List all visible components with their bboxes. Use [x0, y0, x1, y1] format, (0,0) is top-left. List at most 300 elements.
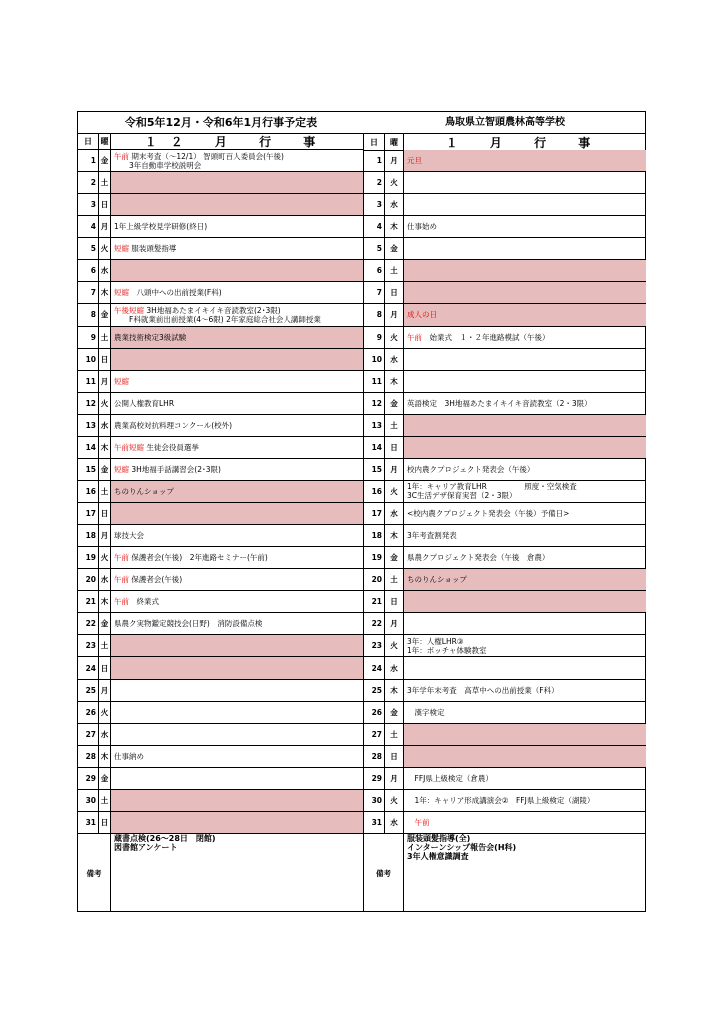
event-text [407, 637, 487, 655]
event-line [114, 465, 221, 474]
day-row [78, 194, 363, 216]
event-cell [404, 150, 646, 171]
weekday: 火 [99, 393, 111, 414]
day-number: 30 [78, 790, 99, 811]
day-number: 16 [78, 481, 99, 502]
event-text [114, 222, 207, 231]
event-segment: 3年自動車学校説明会 [114, 160, 202, 170]
event-cell [111, 503, 363, 524]
weekday: 金 [99, 613, 111, 634]
event-cell [111, 238, 363, 259]
event-line [114, 597, 159, 606]
event-cell [404, 238, 646, 259]
weekday: 土 [99, 327, 111, 348]
day-number: 2 [364, 172, 385, 193]
event-text [407, 575, 467, 584]
event-line [407, 491, 577, 500]
day-row [364, 702, 646, 724]
event-segment: 生徒会役員選挙 [144, 442, 199, 452]
event-cell [111, 591, 363, 612]
page-title: 令和5年12月・令和6年1月行事予定表 [124, 116, 318, 129]
day-row [78, 812, 363, 834]
event-segment: 3H地福あたまイキイキ音読教室(2･3限) [144, 305, 281, 315]
day-number: 20 [78, 569, 99, 590]
event-text [114, 244, 176, 253]
event-line [114, 443, 199, 452]
day-row [364, 790, 646, 812]
event-segment: 球技大会 [114, 531, 144, 541]
day-number: 27 [364, 724, 385, 745]
school-name: 鳥取県立智頭農林高等学校 [445, 117, 565, 128]
notes-label: 備考 [78, 834, 111, 912]
note-line: 図書館アンケート [114, 843, 178, 852]
event-cell [404, 547, 646, 568]
event-text [114, 752, 144, 761]
day-number: 14 [364, 437, 385, 458]
weekday: 土 [99, 790, 111, 811]
event-cell [404, 680, 646, 701]
weekday: 月 [99, 525, 111, 546]
event-cell [111, 569, 363, 590]
day-number: 30 [364, 790, 385, 811]
day-number: 16 [364, 481, 385, 502]
day-row [364, 569, 646, 591]
event-tag: 午前 [114, 597, 129, 607]
event-text [407, 399, 592, 408]
notes-text [407, 834, 644, 861]
event-cell [404, 613, 646, 634]
weekday: 日 [99, 812, 111, 833]
event-text [407, 333, 550, 342]
schedule-sheet [77, 111, 646, 912]
day-row [364, 172, 646, 194]
event-cell [111, 790, 363, 811]
event-line [114, 333, 186, 342]
weekday: 月 [99, 680, 111, 701]
note-line: 蔵書点検(26～28日 閉館) [114, 834, 216, 843]
weekday: 木 [385, 371, 404, 392]
event-text [407, 482, 577, 500]
weekday: 木 [99, 437, 111, 458]
day-row [78, 282, 363, 304]
event-text [114, 531, 144, 540]
event-line [407, 686, 559, 695]
day-row [364, 657, 646, 679]
day-number: 24 [78, 657, 99, 678]
weekday: 日 [99, 194, 111, 215]
day-number: 20 [364, 569, 385, 590]
col-day-label: 日 [364, 134, 385, 150]
event-cell [111, 260, 363, 281]
event-tag: 元旦 [407, 156, 422, 166]
title-bar [78, 112, 645, 134]
event-cell [111, 812, 363, 833]
december-notes [78, 834, 364, 912]
event-cell [404, 746, 646, 767]
day-row [78, 702, 363, 724]
weekday: 金 [385, 393, 404, 414]
event-segment: 英語検定 3H地福あたまイキイキ音読教室（2・3限） [407, 398, 592, 408]
day-row [78, 724, 363, 746]
day-row [78, 569, 363, 591]
event-line [114, 619, 262, 628]
day-number: 9 [78, 327, 99, 348]
event-segment: 1年上級学校見学研修(終日) [114, 222, 208, 232]
event-cell [404, 194, 646, 215]
weekday: 水 [385, 194, 404, 215]
col-weekday-label: 曜 [385, 134, 404, 150]
event-text [114, 597, 159, 606]
event-cell [404, 812, 646, 833]
weekday: 月 [385, 150, 404, 171]
event-line [407, 465, 534, 474]
day-row [78, 680, 363, 702]
notes-text [114, 834, 361, 852]
day-row [364, 304, 646, 326]
day-number: 4 [364, 216, 385, 237]
day-row [78, 613, 363, 635]
weekday: 月 [99, 216, 111, 237]
weekday: 火 [99, 238, 111, 259]
day-row [364, 459, 646, 481]
day-row [364, 150, 646, 172]
weekday: 火 [99, 702, 111, 723]
event-segment: 1年：キャリア形成講演会② FFJ県上級検定（湖陵） [407, 795, 595, 805]
event-cell [111, 547, 363, 568]
weekday: 金 [385, 547, 404, 568]
event-cell [111, 746, 363, 767]
event-cell [111, 393, 363, 414]
event-line [407, 553, 549, 562]
weekday: 木 [99, 591, 111, 612]
day-number: 29 [78, 768, 99, 789]
january-notes [364, 834, 646, 912]
event-tag: 午前 [114, 151, 129, 161]
weekday: 火 [99, 547, 111, 568]
event-line [114, 752, 144, 761]
day-row [78, 371, 363, 393]
event-line [407, 575, 467, 584]
day-row [364, 746, 646, 768]
weekday: 木 [385, 680, 404, 701]
day-number: 6 [78, 260, 99, 281]
event-cell [404, 172, 646, 193]
event-segment: 漢字検定 [407, 707, 445, 717]
day-number: 26 [78, 702, 99, 723]
day-row [78, 790, 363, 812]
weekday: 月 [385, 768, 404, 789]
event-text [407, 310, 437, 319]
event-tag: 短縮 [114, 288, 129, 298]
event-segment: 3C生活デザ保育実習（2・3限） [407, 491, 517, 501]
event-tag: 短縮 [114, 376, 129, 386]
event-cell [111, 724, 363, 745]
event-line [114, 531, 144, 540]
event-cell [404, 525, 646, 546]
event-cell [111, 282, 363, 303]
weekday: 木 [99, 746, 111, 767]
event-segment: 校内農クプロジェクト発表会（午後） [407, 464, 535, 474]
event-cell [404, 282, 646, 303]
day-row [364, 680, 646, 702]
weekday: 日 [385, 437, 404, 458]
weekday: 水 [99, 260, 111, 281]
day-number: 22 [78, 613, 99, 634]
event-cell [111, 437, 363, 458]
weekday: 日 [385, 746, 404, 767]
day-row [78, 327, 363, 349]
event-cell [111, 680, 363, 701]
event-line [407, 646, 487, 655]
event-text [407, 465, 534, 474]
event-segment: 県農ク実物鑑定競技会(日野) 消防設備点検 [114, 619, 263, 629]
event-cell [111, 150, 363, 171]
event-cell [111, 657, 363, 678]
event-cell [111, 481, 363, 502]
weekday: 木 [385, 525, 404, 546]
weekday: 水 [385, 812, 404, 833]
day-number: 12 [78, 393, 99, 414]
event-segment: 保護者会(午後) 2年進路セミナー(午前) [129, 553, 268, 563]
day-row [364, 481, 646, 503]
event-text [114, 288, 222, 297]
event-text [407, 222, 437, 231]
event-text [407, 686, 559, 695]
weekday: 火 [385, 327, 404, 348]
day-number: 14 [78, 437, 99, 458]
day-row [78, 591, 363, 613]
day-number: 10 [78, 349, 99, 370]
event-segment: 服装頭髪指導 [129, 244, 177, 254]
event-cell [111, 371, 363, 392]
day-row [364, 371, 646, 393]
december-heading: １２ 月 行 事 [144, 135, 330, 149]
event-segment: ちのりんショップ [407, 575, 467, 585]
day-row [78, 768, 363, 790]
weekday: 火 [385, 172, 404, 193]
weekday: 水 [99, 569, 111, 590]
day-number: 15 [364, 459, 385, 480]
event-line [407, 774, 493, 783]
day-number: 31 [364, 812, 385, 833]
day-number: 4 [78, 216, 99, 237]
day-number: 8 [364, 304, 385, 325]
event-cell [111, 459, 363, 480]
day-row [78, 746, 363, 768]
day-row [78, 393, 363, 415]
weekday: 木 [99, 282, 111, 303]
day-row [78, 503, 363, 525]
event-segment: 八頭中への出前授業(F科) [129, 288, 222, 298]
event-segment: <校内農クプロジェクト発表会（午後）予備日> [407, 509, 570, 519]
event-cell [111, 415, 363, 436]
event-cell [111, 304, 363, 325]
event-text [407, 156, 422, 165]
event-text [407, 708, 445, 717]
event-cell [404, 459, 646, 480]
day-number: 18 [364, 525, 385, 546]
event-cell [404, 327, 646, 348]
event-segment: 3H地福手話講習会(2･3限) [129, 464, 221, 474]
event-cell [111, 172, 363, 193]
day-row [364, 238, 646, 260]
day-row [364, 812, 646, 834]
day-number: 3 [364, 194, 385, 215]
event-line [407, 310, 437, 319]
day-row [364, 768, 646, 790]
event-text [407, 818, 430, 827]
event-cell [404, 349, 646, 370]
event-cell [404, 216, 646, 237]
weekday: 木 [385, 216, 404, 237]
weekday: 土 [99, 172, 111, 193]
event-line [114, 421, 232, 430]
weekday: 月 [99, 371, 111, 392]
day-row [78, 657, 363, 679]
day-number: 27 [78, 724, 99, 745]
day-row [364, 349, 646, 371]
event-tag: 成人の日 [407, 310, 437, 320]
event-line [407, 796, 594, 805]
december-column [78, 150, 364, 834]
day-row [78, 238, 363, 260]
weekday: 火 [385, 635, 404, 656]
event-line [114, 315, 321, 324]
event-cell [404, 768, 646, 789]
event-line [407, 637, 487, 646]
day-row [364, 591, 646, 613]
event-tag: 短縮 [114, 464, 129, 474]
day-row [78, 172, 363, 194]
day-number: 22 [364, 613, 385, 634]
col-weekday-label: 曜 [99, 134, 111, 149]
january-heading: １ 月 行 事 [445, 135, 605, 150]
weekday: 水 [385, 657, 404, 678]
event-cell [404, 790, 646, 811]
event-cell [111, 349, 363, 370]
weekday: 金 [99, 150, 111, 171]
day-number: 25 [78, 680, 99, 701]
day-row [78, 150, 363, 172]
weekday: 金 [99, 459, 111, 480]
event-segment: F科就業前出前授業(4～6限) 2年家庭総合社会人講師授業 [114, 314, 321, 324]
day-number: 3 [78, 194, 99, 215]
day-number: 7 [78, 282, 99, 303]
event-text [114, 377, 129, 386]
weekday: 日 [99, 657, 111, 678]
day-number: 17 [78, 503, 99, 524]
day-row [78, 547, 363, 569]
day-number: 13 [78, 415, 99, 436]
event-text [114, 421, 232, 430]
notes-section [78, 833, 645, 912]
note-line: 服装頭髪指導(全) [407, 834, 471, 843]
weekday: 日 [99, 503, 111, 524]
event-segment: 期末考査（～12/1） 智頭町百人委員会(午後) [129, 151, 284, 161]
note-line: 3年人権意識調査 [407, 852, 469, 861]
event-text [407, 774, 493, 783]
event-cell [404, 635, 646, 656]
event-line [407, 333, 550, 342]
day-number: 17 [364, 503, 385, 524]
weekday: 金 [99, 768, 111, 789]
event-segment: 仕事納め [114, 751, 144, 761]
day-row [364, 525, 646, 547]
day-number: 12 [364, 393, 385, 414]
event-cell [404, 304, 646, 325]
event-cell [111, 525, 363, 546]
day-row [364, 327, 646, 349]
event-cell [404, 393, 646, 414]
event-line [114, 575, 182, 584]
event-text [114, 399, 174, 408]
day-number: 6 [364, 260, 385, 281]
event-segment: 保護者会(午後) [129, 575, 183, 585]
event-line [407, 708, 445, 717]
day-row [364, 216, 646, 238]
january-column [364, 150, 646, 834]
event-text [114, 465, 221, 474]
col-day-label: 日 [78, 134, 99, 149]
event-tag: 午前短縮 [114, 442, 144, 452]
weekday: 水 [385, 503, 404, 524]
weekday: 火 [385, 481, 404, 502]
event-segment: 農業高校対抗料理コンクール(校外) [114, 420, 233, 430]
day-number: 13 [364, 415, 385, 436]
weekday: 月 [385, 613, 404, 634]
event-cell [404, 371, 646, 392]
day-number: 19 [78, 547, 99, 568]
event-text [407, 796, 594, 805]
december-header [78, 134, 364, 150]
day-row [364, 635, 646, 657]
event-text [114, 575, 182, 584]
day-number: 1 [78, 150, 99, 171]
january-header [364, 134, 646, 151]
event-segment: 1年：キャリア教育LHR 照度・空気検査 [407, 482, 577, 492]
weekday: 水 [99, 415, 111, 436]
day-number: 7 [364, 282, 385, 303]
event-line [114, 306, 321, 315]
weekday: 土 [385, 260, 404, 281]
event-segment: 終業式 [129, 597, 159, 607]
event-line [114, 487, 174, 496]
event-text [114, 443, 199, 452]
event-text [114, 487, 174, 496]
day-number: 18 [78, 525, 99, 546]
event-segment: 1年：ボッチャ体験教室 [407, 645, 487, 655]
event-segment: 農業技術検定3級試験 [114, 332, 187, 342]
day-number: 24 [364, 657, 385, 678]
day-number: 11 [78, 371, 99, 392]
day-row [78, 635, 363, 657]
event-cell [404, 569, 646, 590]
event-text [114, 152, 284, 170]
day-number: 1 [364, 150, 385, 171]
day-number: 25 [364, 680, 385, 701]
day-number: 5 [364, 238, 385, 259]
weekday: 日 [385, 591, 404, 612]
weekday: 土 [385, 724, 404, 745]
event-cell [111, 194, 363, 215]
event-tag: 短縮 [114, 244, 129, 254]
event-cell [404, 702, 646, 723]
event-line [407, 509, 569, 518]
day-row [364, 437, 646, 459]
day-row [364, 393, 646, 415]
day-number: 21 [78, 591, 99, 612]
calendar-grid [78, 150, 645, 834]
